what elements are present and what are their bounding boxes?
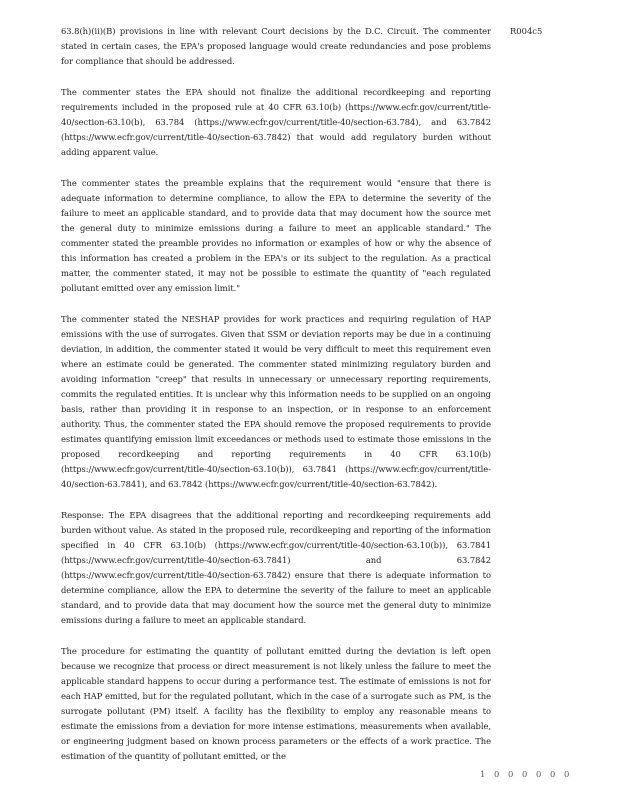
page-number: 1 0 0 0 0 0 0 [480,769,573,779]
paragraph-response: Response: The EPA disagrees that the additional reporting and recordkeeping requirements add burden without value. As stated in the proposed rule, recordkeeping and reporting of the information specified in 40 CFR 63.10(b) (https://www.ecfr.gov/current/title-40/section-63.10(b)), 63.7841 (https://www.ecfr.gov/current/title-40/section-63.7841) and 63.7842 (https://www.ecfr.gov/current/title-40/section-63.7842) ensure that there is adequate information to determine compliance, allow the EPA to determine the severity of the failure to meet an applicable standard, and to provide data that may document how the source met the general duty to minimize emissions during a failure to meet an applicable standard. [61,510,491,625]
paragraph-3: The commenter states the preamble explains that the requirement would "ensure that there is adequate information to determine compliance, to allow the EPA to determine the severity of the failure to meet an applicable standard, and to provide data that may document how the source met the general duty to minimize emissions during a failure to meet an applicable standard." The commenter stated the preamble provides no information or examples of how or why the absence of this information has created a problem in the EPA's or its subject to the regulation. As a practical matter, the commenter stated, it may not be possible to estimate the quantity of "each regulated pollutant emitted over any emission limit." [61,178,491,293]
paragraph-1: 63.8(h)(ii)(B) provisions in line with relevant Court decisions by the D.C. Circuit. The commenter stated in certain cases, the EPA's proposed language would create redundancies and pose problems for compliance that should be addressed. [61,26,491,66]
paragraph-4: The commenter stated the NESHAP provides for work practices and requiring regulation of HAP emissions with the use of surrogates. Given that SSM or deviation reports may be due in a continuing deviation, in addition, the commenter stated it would be very difficult to meet this requirement even where an estimate could be generated. The commenter stated minimizing regulatory burden and avoiding information "creep" that results in unnecessary or unnecessary reporting requirements, commits the regulated entities. It is unclear why this information needs to be supplied on an ongoing basis, rather than providing it in response to an inspection, or in response to an enforcement authority. Thus, the commenter stated the EPA should remove the proposed requirements to provide estimates quantifying emission limit exceedances or methods used to estimate those emissions in the proposed recordkeeping and reporting requirements in 40 CFR 63.10(b) (https://www.ecfr.gov/current/title-40/section-63.10(b)), 63.7841 (https://www.ecfr.gov/current/title-40/section-63.7841), and 63.7842 (https://www.ecfr.gov/current/title-40/section-63.7842). [61,314,491,489]
document-body [61,24,491,780]
paragraph-6: The procedure for estimating the quantity of pollutant emitted during the deviation is left open because we recognize that process or direct measurement is not likely unless the failure to meet the applicable standard happens to occur during a performance test. The estimate of emissions is not for each HAP emitted, but for the regulated pollutant, which in the case of a surrogate such as PM, is the surrogate pollutant (PM) itself. A facility has the flexibility to employ any reasonable means to estimate the emissions from a deviation for more intense estimations, measurements when available, or engineering judgment based on known process parameters or the effects of a work practice. The estimation of the quantity of pollutant emitted, or the [61,646,491,761]
page-id: R004c5 [510,26,543,36]
paragraph-2: The commenter states the EPA should not finalize the additional recordkeeping and reporting requirements included in the proposed rule at 40 CFR 63.10(b) (https://www.ecfr.gov/current/title-40/section-63.10(b), 63.784 (https://www.ecfr.gov/current/title-40/section-63.784), and 63.7842 (https://www.ecfr.gov/current/title-40/section-63.7842) that would add regulatory burden without adding apparent value. [61,87,491,157]
